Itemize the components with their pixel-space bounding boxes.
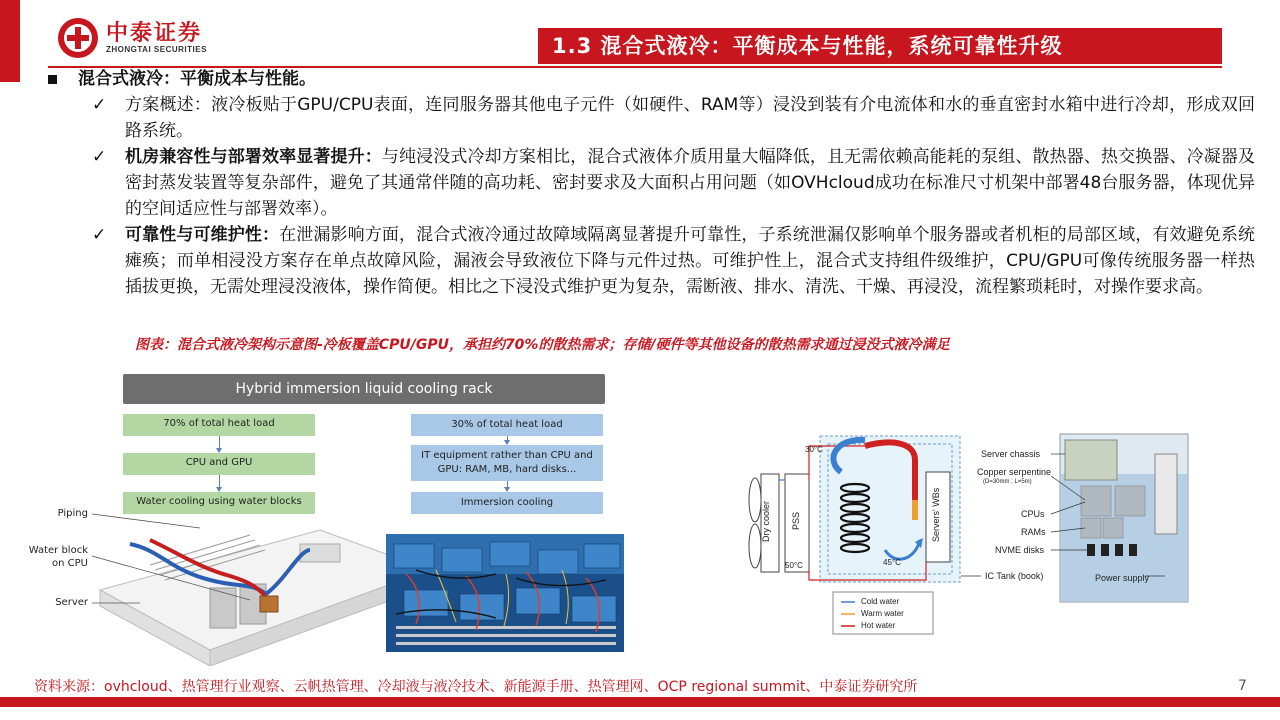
label-pss: PSS <box>791 511 801 530</box>
label-water-block: Water block on CPU <box>28 545 88 569</box>
page-number: 7 <box>1238 678 1247 694</box>
bullet-text: 与纯浸没式冷却方案相比，混合式液体介质用量大幅降低，且无需依赖高能耗的泵组、散热器、热交换器、冷凝器及密封蒸发装置等复杂部件，避免了其通常伴随的高功耗、密封要求及大面积占用问题（如OVHcloud成功在标准尺寸机架中部署48台服务器，体现优异的空间适应性与部署效率）。 <box>125 147 1256 219</box>
arrow-down-icon <box>507 436 508 444</box>
checkmark-icon: ✓ <box>92 147 107 167</box>
figure-caption: 图表：混合式液冷架构示意图-冷板覆盖CPU/GPU，承担约70%的散热需求；存储/硬件等其他设备的散热需求通过浸没式液冷满足 <box>135 337 950 353</box>
label-nvme: NVME disks <box>995 545 1045 555</box>
label-dry-cooler: Dry cooler <box>761 500 771 542</box>
blue-box-it-equipment: IT equipment rather than CPU and GPU: RAM, MB, hard disks... <box>411 445 603 481</box>
blue-box-immersion: Immersion cooling <box>411 492 603 514</box>
arrow-down-icon <box>507 481 508 491</box>
green-box-heat-load: 70% of total heat load <box>123 414 315 436</box>
label-power-supply: Power supply <box>1095 573 1150 583</box>
logo-english-name: ZHONGTAI SECURITIES <box>106 45 207 54</box>
legend-cold-water: Cold water <box>861 597 900 606</box>
blue-box-heat-load: 30% of total heat load <box>411 414 603 436</box>
company-logo <box>56 14 236 62</box>
label-servers-wbs: Servers' WBs <box>931 487 941 542</box>
hybrid-rack-figure <box>22 368 638 668</box>
immersion-hardware-photo <box>386 534 624 652</box>
logo-mark-icon <box>56 16 100 60</box>
source-note: 资料来源：ovhcloud、热管理行业观察、云帆热管理、冷却液与液冷技术、新能源手册、热管理网、OCP regional summit、中泰证券研究所 <box>34 679 918 695</box>
label-cpus: CPUs <box>1021 509 1045 519</box>
arrow-down-icon <box>219 436 220 452</box>
logo-chinese-name: 中泰证券 <box>106 21 203 46</box>
label-rams: RAMs <box>1021 527 1046 537</box>
label-piping: Piping <box>57 508 88 519</box>
bullet-text: 在泄漏影响方面，混合式液冷通过故障域隔离显著提升可靠性，子系统泄漏仅影响单个服务器或者机柜的局部区域，有效避免系统瘫痪；而单相浸没方案存在单点故障风险，漏液会导致液位下降与元件过热。可维护性上，混合式支持组件级维护，CPU/GPU可像传统服务器一样热插拔更换，无需处理浸没液体，操作简便。相比之下浸没式维护更为复杂，需断液、排水、清洗、干燥、再浸没，流程繁琐耗时，对操作要求高。 <box>125 225 1255 297</box>
green-box-cpu-gpu: CPU and GPU <box>123 453 315 475</box>
label-copper-spec: (D=30mm ; L=5m) <box>983 479 1032 485</box>
label-temp-coil: 45°C <box>883 558 901 567</box>
section-heading <box>40 66 1255 92</box>
left-brand-stripe <box>0 0 20 82</box>
label-temp-top: 30°C <box>805 445 823 454</box>
callout-lines <box>90 508 270 608</box>
bullet-text: 方案概述：液冷板贴于GPU/CPU表面，连同服务器其他电子元件（如硬件、RAM等）浸没到装有介电流体和水的垂直密封水箱中进行冷却，形成双回路系统。 <box>125 95 1255 141</box>
legend-warm-water: Warm water <box>861 609 904 618</box>
bullet-compatibility <box>40 144 1255 222</box>
hybrid-loop-schematic <box>745 430 1265 635</box>
label-copper-serpentine: Copper serpentine <box>977 467 1052 477</box>
label-server: Server <box>55 597 88 608</box>
checkmark-icon: ✓ <box>92 225 107 245</box>
arrow-down-icon <box>219 475 220 491</box>
square-bullet-icon <box>48 75 57 84</box>
footer-red-bar <box>0 697 1280 707</box>
checkmark-icon: ✓ <box>92 95 107 115</box>
label-server-chassis: Server chassis <box>981 449 1041 459</box>
section-heading-text: 混合式液冷：平衡成本与性能。 <box>78 69 316 89</box>
green-box-water-cooling: Water cooling using water blocks <box>123 492 315 514</box>
bullet-overview <box>40 92 1255 144</box>
bullet-lead: 机房兼容性与部署效率显著提升： <box>125 147 382 167</box>
bullet-reliability <box>40 222 1255 300</box>
label-temp-bottom: 50°C <box>785 561 803 570</box>
footer-spacer <box>0 707 1280 720</box>
main-content <box>40 66 1255 300</box>
page-title: 1.3 混合式液冷：平衡成本与性能，系统可靠性升级 <box>538 28 1222 64</box>
loop-schematic-graphic <box>745 430 1265 635</box>
legend-hot-water: Hot water <box>861 621 896 630</box>
rack-figure-title: Hybrid immersion liquid cooling rack <box>123 374 605 404</box>
bullet-lead: 可靠性与可维护性： <box>125 225 280 245</box>
label-ic-tank: IC Tank (book) <box>985 571 1044 581</box>
